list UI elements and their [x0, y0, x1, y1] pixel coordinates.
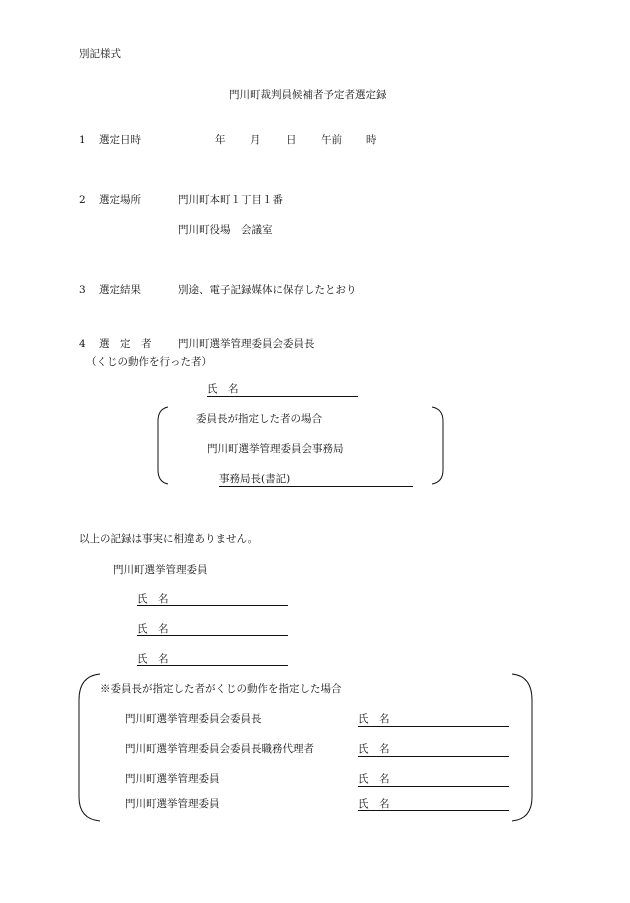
alt-heading: 委員長が指定した者の場合 [196, 413, 322, 425]
designated-name-label-2: 氏 名 [358, 743, 390, 755]
section4-number: 4 [79, 338, 86, 350]
form-label: 別記様式 [79, 48, 121, 60]
place-room: 門川町役場 会議室 [178, 224, 273, 236]
section4-label: 選 定 者 [99, 338, 152, 350]
date-am-label: 午前 [321, 134, 342, 146]
member3-name-label: 氏 名 [137, 653, 169, 665]
member1-name-line [137, 605, 288, 606]
selector-name-label: 氏 名 [207, 383, 239, 395]
designated-role-1: 門川町選挙管理委員会委員長 [125, 713, 262, 725]
designated-name-line-4 [358, 810, 509, 811]
attestation-statement: 以上の記録は事実に相違ありません。 [79, 533, 259, 545]
designated-heading: ※委員長が指定した者がくじの動作を指定した場合 [100, 683, 342, 695]
designated-role-2: 門川町選挙管理委員会委員長職務代理者 [125, 743, 314, 755]
section3-number: 3 [79, 284, 86, 296]
place-address: 門川町本町１丁目１番 [178, 194, 283, 206]
selector-role: 門川町選挙管理委員会委員長 [178, 338, 315, 350]
designated-name-line-1 [358, 726, 509, 727]
designated-name-label-3: 氏 名 [358, 773, 390, 785]
designated-name-label-4: 氏 名 [358, 798, 390, 810]
right-bracket [432, 407, 443, 484]
section3-label: 選定結果 [99, 284, 141, 296]
designated-role-4: 門川町選挙管理委員 [125, 798, 220, 810]
date-month-label: 月 [250, 134, 261, 146]
alt-org: 門川町選挙管理委員会事務局 [207, 443, 344, 455]
section2-label: 選定場所 [99, 194, 141, 206]
left-bracket [158, 407, 168, 484]
document-title: 門川町裁判員候補者予定者選定録 [229, 89, 387, 101]
member2-name-line [137, 635, 288, 636]
designated-name-line-3 [358, 786, 509, 787]
designated-role-3: 門川町選挙管理委員 [125, 773, 220, 785]
date-hour-label: 時 [366, 134, 377, 146]
left-bracket-large [79, 674, 100, 821]
alt-title: 事務局長(書記) [219, 473, 291, 485]
section1-number: 1 [79, 134, 86, 146]
committee-label: 門川町選挙管理委員 [113, 564, 208, 576]
member2-name-label: 氏 名 [137, 623, 169, 635]
result-text: 別途、電子記録媒体に保存したとおり [178, 284, 357, 296]
date-year-label: 年 [215, 134, 226, 146]
designated-name-line-2 [358, 756, 509, 757]
date-day-label: 日 [286, 134, 297, 146]
alt-title-line [219, 486, 413, 487]
member1-name-label: 氏 名 [137, 593, 169, 605]
section1-label: 選定日時 [99, 134, 141, 146]
designated-name-label-1: 氏 名 [358, 713, 390, 725]
selector-note: （くじの動作を行った者） [86, 356, 212, 368]
section2-number: 2 [79, 194, 86, 206]
member3-name-line [137, 665, 288, 666]
right-bracket-large [512, 674, 532, 821]
